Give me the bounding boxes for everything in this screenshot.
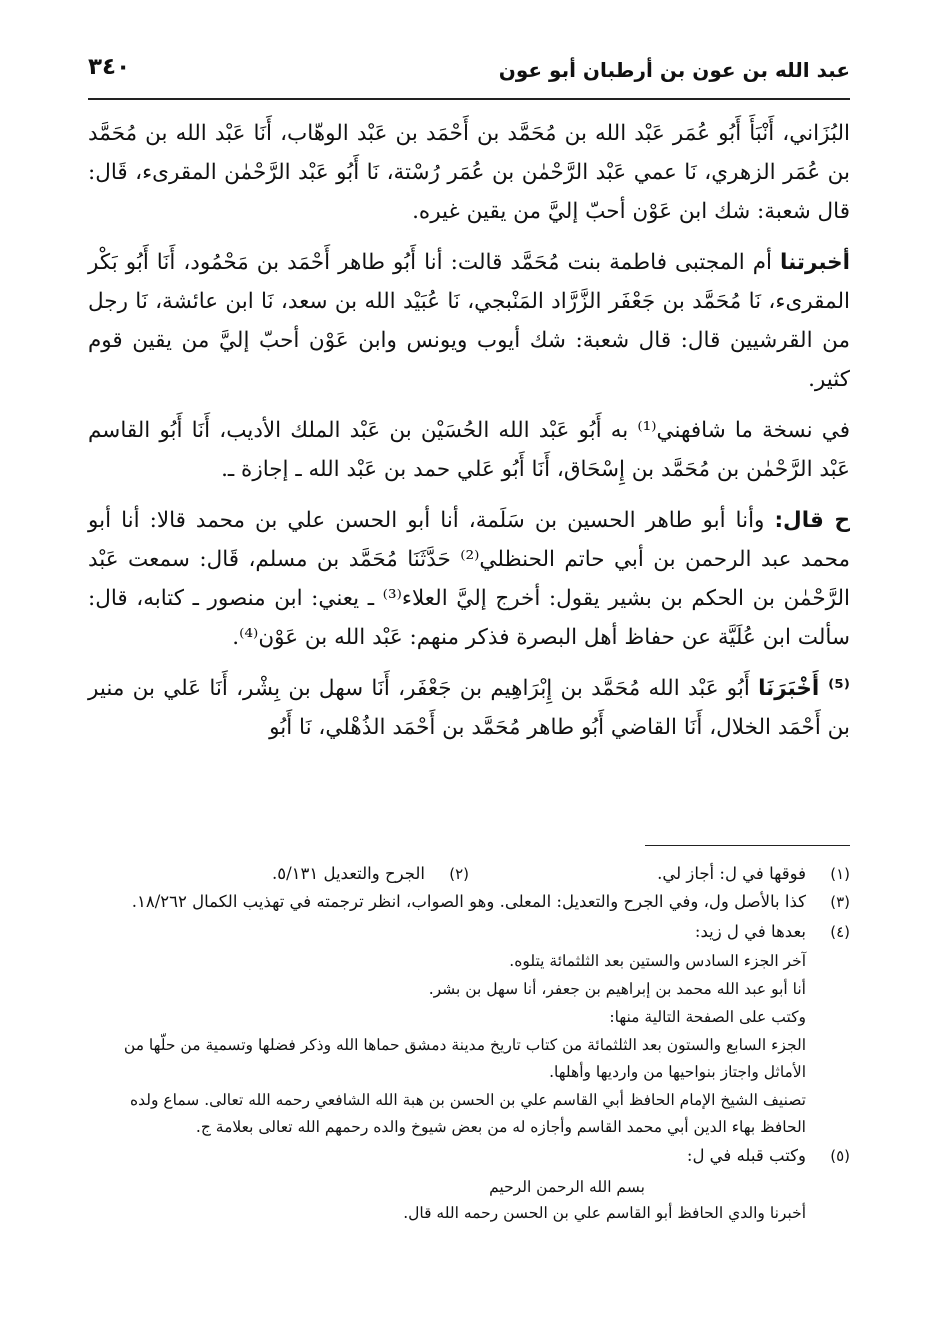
quote-line: وكتب على الصفحة التالية منها: xyxy=(609,1008,806,1026)
paragraph-text: في نسخة ما شافهني⁽¹⁾ به أَبُو عَبْد الله الحُسَيْن بن عَبْد الملك الأديب، أَنَا أَبُو القاسم عَبْد الرَّحْمٰن بن مُحَمَّد بن إِسْحَاق، أَنَا أَبُو عَلي حمد بن عَبْد الله ـ إجازة ـ. xyxy=(88,418,850,482)
footnote-pair xyxy=(88,860,850,888)
footnote-number: (٥) xyxy=(830,1147,850,1165)
footnote-2 xyxy=(88,860,469,888)
paragraph xyxy=(88,243,850,399)
footnote-divider xyxy=(645,845,850,846)
footnote-text: بعدها في ل زيد: xyxy=(694,922,806,941)
running-title: عبد الله بن عون بن أرطبان أبو عون xyxy=(498,58,850,82)
footnote-number: (٣) xyxy=(830,893,850,911)
footnote-number: (١) xyxy=(830,865,850,883)
paragraph xyxy=(88,501,850,657)
footnote-text: وكتب قبله في ل: xyxy=(686,1146,806,1165)
footnote-4 xyxy=(88,918,850,946)
footnote-text: فوقها في ل: أجاز لي. xyxy=(657,864,806,883)
paragraph xyxy=(88,411,850,489)
footnote-text: الجرح والتعديل ٥/١٣١. xyxy=(271,864,425,883)
quote-line: تصنيف الشيخ الإمام الحافظ أبي القاسم علي بن الحسن بن هبة الله الشافعي رحمه الله تعالى. سماع ولده الحافظ بهاء الدين أبي محمد القاسم وأجازه له من بعض شيوخ والده رحمهم الله تعالى بعلامة ج. xyxy=(129,1091,806,1136)
book-page xyxy=(88,48,850,1318)
footnote-number: (٤) xyxy=(830,923,850,941)
paragraph-lead: أخبرتنا xyxy=(780,250,850,275)
paragraph-text: وأنا أبو طاهر الحسين بن سَلَمة، أنا أبو الحسن علي بن محمد قالا: أنا أبو محمد عبد الرحمن بن أبي حاتم الحنظلي⁽²⁾ حَدَّثَنَا مُحَمَّد بن مسلم، قَال: سمعت عَبْد الرَّحْمٰن بن الحكم بن بشير يقول: أخرج إليَّ العلاء⁽³⁾ ـ يعني: ابن منصور ـ كتابه، قال: سألت ابن عُلَيَّة عن حفاظ أهل البصرة فذكر منهم: عَبْد الله بن عَوْن⁽⁴⁾. xyxy=(88,508,851,650)
page-number: ٣٤٠ xyxy=(88,54,131,80)
page-header xyxy=(88,48,850,100)
paragraph xyxy=(88,669,850,747)
quote-line: أخبرنا والدي الحافظ أبو القاسم علي بن الحسن رحمه الله قال. xyxy=(403,1204,806,1222)
paragraph-lead: ح قال: xyxy=(774,508,850,533)
footnote-4-quote xyxy=(88,948,850,1141)
footnote-1 xyxy=(469,860,850,888)
paragraph-lead: ⁽⁵⁾ أَخْبَرَنَا xyxy=(758,676,850,701)
quote-line: آخر الجزء السادس والستين بعد الثلثمائة يتلوه. xyxy=(509,952,806,970)
footnotes xyxy=(88,860,850,1226)
paragraph xyxy=(88,114,850,231)
paragraph-text: البُزَاني، أَنْبَأَ أَبُو عُمَر عَبْد الله بن مُحَمَّد بن أَحْمَد بن عَبْد الوهّاب، أَنَا عَبْد الله بن مُحَمَّد بن عُمَر الزهري، نَا عمي عَبْد الرَّحْمٰن بن عُمَر رُسْتة، نَا أَبُو عَبْد الرَّحْمٰن المقرىء، قَال: قال شعبة: شك ابن عَوْن أحبّ إليَّ من يقين غيره. xyxy=(88,121,850,224)
quote-line: أنا أبو عبد الله محمد بن إبراهيم بن جعفر، أنا سهل بن بشر. xyxy=(428,980,806,998)
footnote-number: (٢) xyxy=(449,865,469,883)
basmala: بسم الله الرحمن الرحيم xyxy=(489,1178,645,1196)
footnote-5-quote xyxy=(88,1174,850,1226)
paragraph-text: أَبُو عَبْد الله مُحَمَّد بن إِبْرَاهِيم بن جَعْفَر، أَنَا سهل بن بِشْر، أَنَا عَلي بن منير بن أَحْمَد الخلال، أَنَا القاضي أَبُو طاهر مُحَمَّد بن أَحْمَد الذُهْلي، نَا أَبُو xyxy=(88,676,850,740)
quote-line: الجزء السابع والستون بعد الثلثمائة من كتاب تاريخ مدينة دمشق حماها الله وذكر فضلها وتسمية من حلّها من الأماثل واجتاز بنواحيها من وارديها وأهلها. xyxy=(123,1036,806,1081)
footnote-3 xyxy=(88,888,850,916)
main-text xyxy=(88,114,850,759)
footnote-text: كذا بالأصل ول، وفي الجرح والتعديل: المعلى. وهو الصواب، انظر ترجمته في تهذيب الكمال ١٨/٢٦٢. xyxy=(131,892,806,911)
paragraph-text: أم المجتبى فاطمة بنت مُحَمَّد قالت: أنا أَبُو طاهر أَحْمَد بن مَحْمُود، أَنَا أَبُو بَكْر المقرىء، نَا مُحَمَّد بن جَعْفَر الزَّرَّاد المَنْبجي، نَا عُبَيْد الله بن سعد، نَا ابن عائشة، نَا رجل من القرشيين قال: قال شعبة: شك أيوب ويونس وابن عَوْن أحبّ إليَّ من يقين قوم كثير. xyxy=(88,250,850,392)
footnote-5 xyxy=(88,1142,850,1170)
